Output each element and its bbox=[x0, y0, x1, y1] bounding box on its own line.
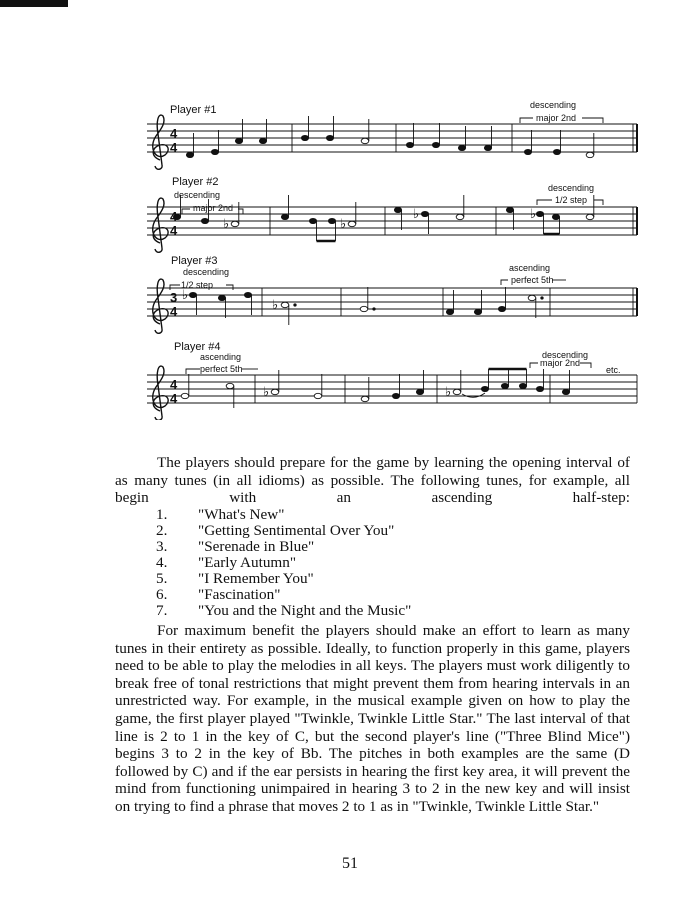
player-3-annotation-1-line2: 1/2 step bbox=[181, 280, 214, 290]
tune-list bbox=[156, 507, 411, 619]
list-item: 4. "Early Autumn" bbox=[156, 554, 297, 571]
player-2-label: Player #2 bbox=[172, 176, 219, 188]
player-2-annotation-2-line1: descending bbox=[548, 183, 595, 193]
player-4-annotation-2-line1: descending bbox=[542, 350, 589, 360]
staff-player-1 bbox=[147, 124, 637, 152]
meter-bottom-2: 4 bbox=[170, 223, 178, 238]
player-1-label: Player #1 bbox=[170, 104, 217, 116]
list-item: 6. "Fascination" bbox=[156, 586, 281, 603]
player-3-annotation-1-line1: descending bbox=[183, 267, 230, 277]
player-3-annotation-2-line1: ascending bbox=[509, 263, 551, 273]
player-1-annotation-1-line1: descending bbox=[530, 100, 577, 110]
flat-sign: ♭ bbox=[182, 287, 189, 302]
player-4-annotation-1-line2: perfect 5th bbox=[200, 364, 243, 374]
meter-bottom-3: 4 bbox=[170, 304, 178, 319]
player-2-annotation-1-line1: descending bbox=[174, 190, 221, 200]
flat-sign: ♭ bbox=[413, 206, 420, 221]
player-4-annotation-1-line1: ascending bbox=[200, 352, 242, 362]
meter-top-1: 4 bbox=[170, 126, 178, 141]
flat-sign: ♭ bbox=[340, 216, 347, 231]
body-text-block bbox=[115, 622, 630, 816]
player-2-annotation-2-line2: 1/2 step bbox=[555, 195, 588, 205]
flat-sign: ♭ bbox=[530, 206, 537, 221]
annotation-brackets bbox=[170, 118, 603, 374]
treble-clefs bbox=[153, 115, 168, 420]
staff-player-3 bbox=[147, 288, 637, 316]
flat-sign: ♭ bbox=[263, 384, 270, 399]
list-item: 5. "I Remember You" bbox=[156, 570, 314, 587]
intro-paragraph: The players should prepare for the game by learning the opening interval of as many tunes (in all idioms) as possible. The following tunes, for example, all begin with an ascending half-step: bbox=[115, 454, 630, 507]
player-1-annotation-1-line2: major 2nd bbox=[536, 113, 577, 123]
list-item: 2. "Getting Sentimental Over You" bbox=[156, 522, 395, 539]
player-4-etc: etc. bbox=[606, 365, 621, 375]
flat-sign: ♭ bbox=[223, 216, 230, 231]
player-3-annotation-2-line2: perfect 5th bbox=[511, 275, 554, 285]
player-3-label: Player #3 bbox=[171, 255, 218, 267]
staff-player-4 bbox=[147, 375, 637, 403]
player-2-annotation-1-line2: major 2nd bbox=[193, 203, 234, 213]
body-paragraph: For maximum benefit the players should make an effort to learn as many tunes in their entirety as possible. Ideally, to function properly in this game, players need to be able to play the melodies in all keys. The players must work diligently to break free of tonal restrictions that might prevent them from hearing intervals in an unrestricted way. For example, in the musical example given on how to play the game, the first player played "Twinkle, Twinkle Little Star." The last interval of that line is 2 to 1 in the key of C, but the second player's line ("Three Blind Mice") begins 3 to 2 in the key of Bb. The pitches in both examples are the same (D followed by C) and if the ear persists in hearing the first key area, it will prevent the mind from functioning unimpaired in hearing 3 to 2 in the new key and will insist on trying to find a phrase that moves 2 to 1 as in "Twinkle, Twinkle Little Star." bbox=[115, 622, 630, 815]
flat-sign: ♭ bbox=[272, 297, 279, 312]
meter-top-3: 3 bbox=[170, 290, 178, 305]
page-number: 51 bbox=[342, 855, 358, 872]
music-examples bbox=[0, 0, 700, 420]
meter-bottom-4: 4 bbox=[170, 391, 178, 406]
list-item: 7. "You and the Night and the Music" bbox=[156, 602, 412, 619]
meter-top-2: 4 bbox=[170, 209, 178, 224]
meter-bottom-1: 4 bbox=[170, 140, 178, 155]
meter-top-4: 4 bbox=[170, 377, 178, 392]
player-4-label: Player #4 bbox=[174, 341, 221, 353]
list-item: 3. "Serenade in Blue" bbox=[156, 538, 315, 555]
flat-sign: ♭ bbox=[445, 384, 452, 399]
list-item: 1. "What's New" bbox=[156, 506, 285, 523]
player-4-annotation-2-line2: major 2nd bbox=[540, 358, 581, 368]
